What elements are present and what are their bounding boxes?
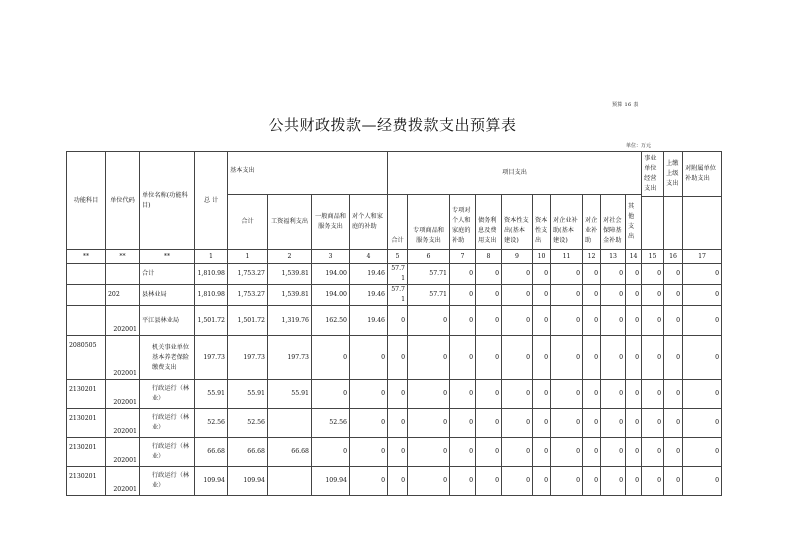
amount-cell: 197.73 (195, 336, 228, 380)
hdr-blank-15 (642, 197, 664, 250)
index-cell: 3 (312, 250, 350, 264)
index-cell: 17 (683, 250, 722, 264)
unit-name-cell: 合计 (140, 264, 195, 285)
amount-cell: 0 (408, 409, 450, 438)
index-cell: 10 (533, 250, 551, 264)
amount-cell: 109.94 (312, 467, 350, 496)
page-number: 预算 16 表 (612, 102, 639, 108)
index-cell: 12 (583, 250, 601, 264)
hdr-proj-goods: 专项商品和服务支出 (408, 195, 450, 250)
amount-cell: 0 (664, 409, 683, 438)
amount-cell: 0 (502, 467, 533, 496)
amount-cell: 1,810.98 (195, 285, 228, 306)
table-row (67, 285, 722, 306)
amount-cell: 0 (583, 264, 601, 285)
amount-cell: 52.56 (228, 409, 268, 438)
page-title: 公共财政拨款—经费拨款支出预算表 (268, 116, 517, 134)
amount-cell: 0 (476, 336, 502, 380)
hdr-basic: 基本支出 (228, 152, 388, 195)
budget-table (66, 151, 722, 496)
amount-cell: 0 (408, 380, 450, 409)
amount-cell: 109.94 (228, 467, 268, 496)
index-cell: 8 (476, 250, 502, 264)
amount-cell: 0 (642, 336, 664, 380)
index-cell: 4 (350, 250, 388, 264)
amount-cell: 0 (683, 285, 722, 306)
index-cell: 13 (601, 250, 626, 264)
unit-code-cell (106, 264, 140, 285)
index-cell: 6 (408, 250, 450, 264)
index-cell: ** (67, 250, 106, 264)
amount-cell: 0 (502, 409, 533, 438)
amount-cell: 66.68 (268, 438, 312, 467)
amount-cell: 0 (664, 380, 683, 409)
func-subject-cell: 2130201 (67, 380, 106, 409)
amount-cell: 55.91 (228, 380, 268, 409)
amount-cell: 0 (476, 306, 502, 336)
amount-cell: 66.68 (228, 438, 268, 467)
index-cell: 1 (195, 250, 228, 264)
amount-cell: 0 (408, 438, 450, 467)
amount-cell: 0 (626, 438, 642, 467)
amount-cell: 0 (583, 467, 601, 496)
amount-cell: 0 (388, 306, 408, 336)
amount-cell: 0 (601, 285, 626, 306)
func-subject-cell: 2130201 (67, 409, 106, 438)
amount-cell: 0 (450, 467, 476, 496)
amount-cell: 0 (683, 380, 722, 409)
amount-cell: 0 (601, 409, 626, 438)
hdr-project: 项目支出 (388, 152, 642, 195)
hdr-unit-name: 单位名称(功能科目) (140, 152, 195, 250)
amount-cell: 57.71 (388, 285, 408, 306)
amount-cell: 0 (502, 285, 533, 306)
table-row (67, 380, 722, 409)
table-row (67, 336, 722, 380)
unit-code-cell: 202001 (106, 467, 140, 496)
amount-cell: 0 (683, 336, 722, 380)
amount-cell: 0 (626, 285, 642, 306)
amount-cell: 19.46 (350, 285, 388, 306)
amount-cell: 0 (642, 467, 664, 496)
hdr-basic-total: 合计 (228, 195, 268, 250)
hdr-inst-op: 事业单位经营支出 (642, 152, 664, 197)
amount-cell: 0 (450, 285, 476, 306)
amount-cell: 57.71 (388, 264, 408, 285)
hdr-func-subject: 功能科目 (67, 152, 106, 250)
amount-cell: 1,753.27 (228, 264, 268, 285)
amount-cell: 0 (350, 438, 388, 467)
amount-cell: 0 (626, 336, 642, 380)
index-cell: 9 (502, 250, 533, 264)
amount-cell: 0 (450, 409, 476, 438)
amount-cell: 0 (583, 306, 601, 336)
amount-cell: 0 (642, 409, 664, 438)
amount-cell: 19.46 (350, 264, 388, 285)
unit-code-cell: 202 (106, 285, 140, 306)
hdr-other: 其他支出 (626, 195, 642, 250)
hdr-social: 对社会保障基金补助 (601, 195, 626, 250)
amount-cell: 0 (551, 264, 583, 285)
hdr-proj-personal: 专项对个人和家庭的补助 (450, 195, 476, 250)
amount-cell: 0 (450, 336, 476, 380)
amount-cell: 0 (350, 380, 388, 409)
header-row-1 (67, 152, 722, 195)
amount-cell: 0 (664, 336, 683, 380)
amount-cell: 66.68 (195, 438, 228, 467)
hdr-ent-basic: 对企业补助(基本建设) (551, 195, 583, 250)
amount-cell: 0 (350, 409, 388, 438)
amount-cell: 1,319.76 (268, 306, 312, 336)
amount-cell: 0 (601, 336, 626, 380)
amount-cell: 0 (476, 438, 502, 467)
amount-cell: 0 (583, 380, 601, 409)
index-cell: 1 (228, 250, 268, 264)
amount-cell: 0 (601, 380, 626, 409)
amount-cell: 0 (626, 380, 642, 409)
amount-cell: 0 (312, 380, 350, 409)
func-subject-cell (67, 285, 106, 306)
amount-cell: 197.73 (268, 336, 312, 380)
amount-cell: 194.00 (312, 264, 350, 285)
amount-cell: 0 (683, 467, 722, 496)
table-header (67, 152, 722, 264)
table-row (67, 306, 722, 336)
amount-cell: 0 (683, 438, 722, 467)
amount-cell: 0 (664, 467, 683, 496)
hdr-capital: 资本性支出 (533, 195, 551, 250)
unit-name-cell: 平江县林业局 (140, 306, 195, 336)
amount-cell: 0 (312, 438, 350, 467)
amount-cell: 0 (388, 336, 408, 380)
table-row (67, 409, 722, 438)
func-subject-cell: 2080505 (67, 336, 106, 380)
hdr-unit-code: 单位代码 (106, 152, 140, 250)
hdr-ent: 对企业补助 (583, 195, 601, 250)
amount-cell: 0 (312, 336, 350, 380)
amount-cell: 194.00 (312, 285, 350, 306)
amount-cell: 0 (502, 264, 533, 285)
amount-cell: 0 (683, 306, 722, 336)
amount-cell: 0 (583, 285, 601, 306)
amount-cell: 0 (642, 264, 664, 285)
amount-cell: 0 (476, 409, 502, 438)
index-cell: 14 (626, 250, 642, 264)
amount-cell: 0 (533, 438, 551, 467)
amount-cell: 0 (551, 306, 583, 336)
index-row (67, 250, 722, 264)
amount-cell: 0 (583, 336, 601, 380)
index-cell: 16 (664, 250, 683, 264)
hdr-personal: 对个人和家庭的补助 (350, 195, 388, 250)
amount-cell: 1,501.72 (228, 306, 268, 336)
unit-name-cell: 县林业局 (140, 285, 195, 306)
amount-cell: 0 (683, 264, 722, 285)
hdr-proj-total: 合计 (388, 195, 408, 250)
unit-name-cell: 行政运行（林业） (140, 409, 195, 438)
amount-cell: 1,753.27 (228, 285, 268, 306)
table-row (67, 264, 722, 285)
unit-code-cell: 202001 (106, 409, 140, 438)
table-body (67, 264, 722, 496)
amount-cell: 1,501.72 (195, 306, 228, 336)
amount-cell: 1,810.98 (195, 264, 228, 285)
hdr-wages: 工资福利支出 (268, 195, 312, 250)
index-cell: 11 (551, 250, 583, 264)
amount-cell: 1,539.81 (268, 264, 312, 285)
func-subject-cell (67, 306, 106, 336)
amount-cell: 0 (450, 380, 476, 409)
index-cell: 15 (642, 250, 664, 264)
amount-cell: 0 (626, 409, 642, 438)
amount-cell: 55.91 (268, 380, 312, 409)
unit-name-cell: 行政运行（林业） (140, 438, 195, 467)
amount-cell: 0 (551, 285, 583, 306)
amount-cell: 0 (350, 336, 388, 380)
amount-cell (268, 467, 312, 496)
unit-code-cell: 202001 (106, 380, 140, 409)
index-cell: 7 (450, 250, 476, 264)
amount-cell: 0 (533, 336, 551, 380)
amount-cell: 0 (664, 264, 683, 285)
hdr-affil: 对附属单位补助支出 (683, 152, 722, 197)
amount-cell: 0 (626, 306, 642, 336)
amount-cell: 0 (626, 264, 642, 285)
amount-cell: 0 (664, 285, 683, 306)
table-row (67, 438, 722, 467)
amount-cell: 0 (664, 306, 683, 336)
amount-cell: 0 (408, 306, 450, 336)
unit-name-cell: 行政运行（林业） (140, 467, 195, 496)
amount-cell: 0 (502, 438, 533, 467)
hdr-upper: 上缴上级支出 (664, 152, 683, 197)
func-subject-cell: 2130201 (67, 467, 106, 496)
amount-cell: 0 (533, 380, 551, 409)
amount-cell: 0 (533, 285, 551, 306)
amount-cell: 162.50 (312, 306, 350, 336)
amount-cell: 55.91 (195, 380, 228, 409)
amount-cell: 52.56 (195, 409, 228, 438)
amount-cell: 0 (408, 467, 450, 496)
amount-cell: 0 (388, 438, 408, 467)
amount-cell: 0 (450, 438, 476, 467)
hdr-blank-16 (664, 197, 683, 250)
func-subject-cell (67, 264, 106, 285)
amount-cell: 0 (642, 306, 664, 336)
amount-cell: 0 (388, 409, 408, 438)
hdr-blank-17 (683, 197, 722, 250)
func-subject-cell: 2130201 (67, 438, 106, 467)
amount-cell: 0 (476, 264, 502, 285)
amount-cell: 0 (664, 438, 683, 467)
amount-cell: 0 (476, 285, 502, 306)
amount-cell: 0 (533, 467, 551, 496)
unit-name-cell: 行政运行（林业） (140, 380, 195, 409)
amount-cell: 0 (601, 264, 626, 285)
amount-cell: 0 (551, 336, 583, 380)
amount-cell: 0 (642, 380, 664, 409)
unit-code-cell: 202001 (106, 438, 140, 467)
unit-label: 单位：万元 (626, 143, 652, 149)
amount-cell: 0 (583, 409, 601, 438)
amount-cell: 0 (533, 306, 551, 336)
amount-cell: 1,539.81 (268, 285, 312, 306)
amount-cell: 0 (601, 467, 626, 496)
amount-cell: 0 (583, 438, 601, 467)
amount-cell: 0 (476, 380, 502, 409)
hdr-total: 总 计 (195, 152, 228, 250)
amount-cell: 0 (350, 467, 388, 496)
amount-cell: 0 (502, 380, 533, 409)
budget-sheet (66, 151, 721, 496)
amount-cell: 0 (450, 306, 476, 336)
amount-cell: 0 (551, 380, 583, 409)
amount-cell: 0 (388, 467, 408, 496)
amount-cell: 57.71 (408, 285, 450, 306)
amount-cell: 0 (502, 336, 533, 380)
hdr-capital-basic: 资本性支出(基本建设) (502, 195, 533, 250)
amount-cell: 0 (626, 467, 642, 496)
amount-cell: 0 (642, 438, 664, 467)
amount-cell: 0 (533, 409, 551, 438)
amount-cell: 0 (683, 409, 722, 438)
index-cell: 2 (268, 250, 312, 264)
amount-cell: 19.46 (350, 306, 388, 336)
amount-cell: 0 (551, 438, 583, 467)
amount-cell: 0 (642, 285, 664, 306)
index-cell: 5 (388, 250, 408, 264)
unit-code-cell: 202001 (106, 336, 140, 380)
amount-cell: 52.56 (312, 409, 350, 438)
table-row (67, 467, 722, 496)
amount-cell: 0 (601, 438, 626, 467)
hdr-debt: 债务利息及费用支出 (476, 195, 502, 250)
amount-cell: 0 (551, 467, 583, 496)
amount-cell: 57.71 (408, 264, 450, 285)
amount-cell: 0 (450, 264, 476, 285)
amount-cell: 0 (502, 306, 533, 336)
unit-name-cell: 机关事业单位基本养老保险缴费支出 (140, 336, 195, 380)
amount-cell: 0 (601, 306, 626, 336)
amount-cell: 0 (388, 380, 408, 409)
amount-cell: 109.94 (195, 467, 228, 496)
amount-cell: 197.73 (228, 336, 268, 380)
amount-cell: 0 (551, 409, 583, 438)
index-cell: ** (140, 250, 195, 264)
unit-code-cell: 202001 (106, 306, 140, 336)
index-cell: ** (106, 250, 140, 264)
amount-cell (268, 409, 312, 438)
hdr-goods: 一般商品和服务支出 (312, 195, 350, 250)
amount-cell: 0 (476, 467, 502, 496)
amount-cell: 0 (533, 264, 551, 285)
amount-cell: 0 (408, 336, 450, 380)
